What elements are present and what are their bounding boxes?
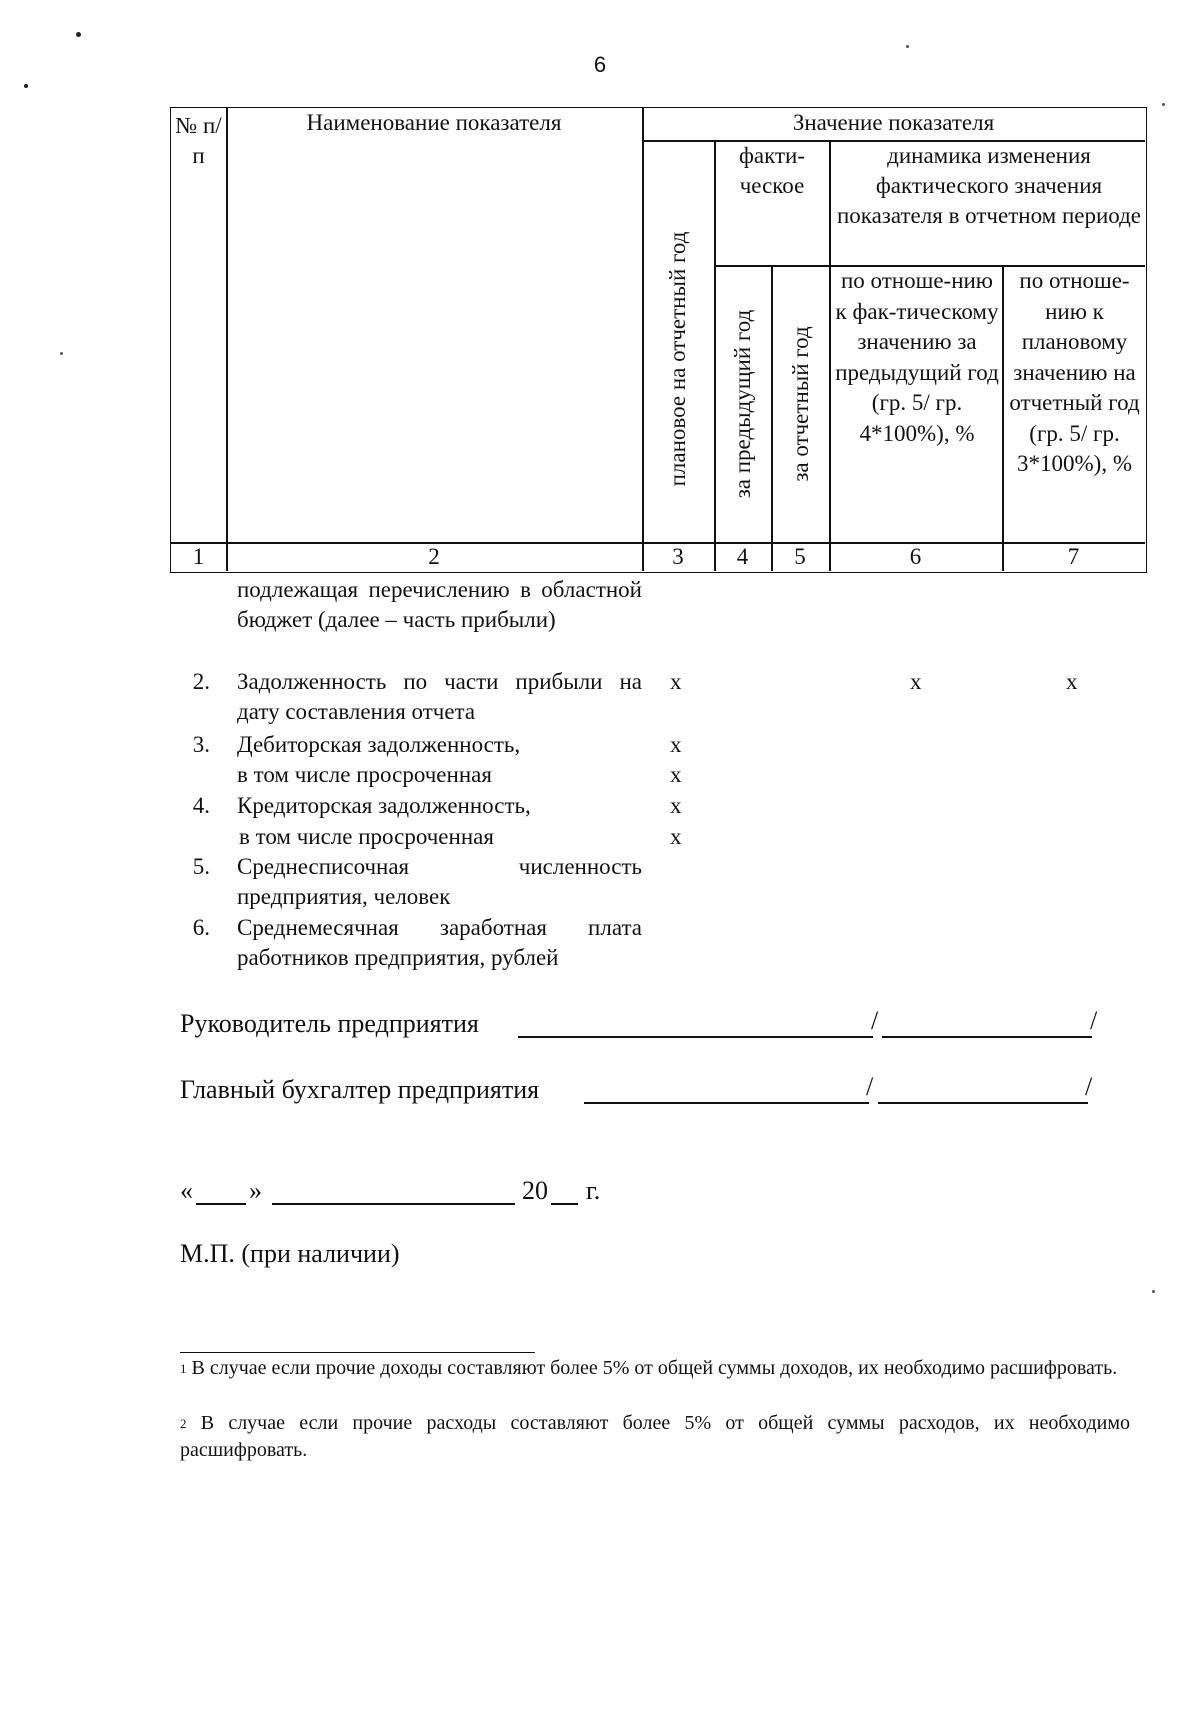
header-planned: плановое на отчетный год [665, 231, 690, 487]
date-year-field[interactable] [551, 1203, 578, 1205]
col-num-7: 7 [1067, 544, 1080, 569]
page-number: 6 [593, 52, 607, 77]
head-slash-2: / [1090, 1006, 1098, 1035]
row-5-number: 5. [192, 854, 210, 879]
date-open-quote: « [180, 1176, 193, 1205]
accountant-signature-field[interactable] [584, 1102, 869, 1104]
scan-speck [1162, 103, 1165, 106]
row-3-mark-col3: х [670, 732, 682, 757]
accountant-label: Главный бухгалтер предприятия [180, 1075, 540, 1104]
date-close-quote: » [249, 1176, 262, 1205]
scan-speck [906, 45, 909, 48]
header-actual-curr: за отчетный год [788, 326, 813, 482]
row-6-number: 6. [192, 915, 210, 940]
date-month-field[interactable] [272, 1203, 515, 1205]
scan-speck [1152, 1290, 1155, 1293]
stamp-label: М.П. (при наличии) [180, 1239, 400, 1268]
row-4-text: Кредиторская задолженность, [237, 793, 531, 818]
table-header [170, 107, 1147, 573]
row-2-text: Задолженность по части прибыли на дату составления отчета [237, 669, 642, 724]
row-3-text: Дебиторская задолженность, [237, 732, 521, 757]
head-slash-1: / [871, 1006, 879, 1035]
row-4a-mark-col3: х [670, 824, 682, 849]
col-num-2: 2 [428, 544, 440, 569]
footnote-separator [180, 1352, 535, 1353]
row-2-mark-col7: х [1066, 669, 1078, 694]
head-label: Руководитель предприятия [180, 1009, 479, 1038]
head-name-field[interactable] [882, 1036, 1092, 1038]
header-actual-prev: за предыдущий год [730, 309, 755, 499]
footnote-2-mark: 2 [180, 1416, 187, 1431]
col-num-6: 6 [909, 544, 922, 569]
row-3-number: 3. [192, 732, 210, 757]
row-4a-text: в том числе просроченная [239, 824, 494, 849]
accountant-slash-2: / [1085, 1072, 1093, 1101]
col-num-5: 5 [794, 544, 806, 569]
header-value-group: Значение показателя [792, 110, 995, 135]
footnote-1-mark: 1 [180, 1361, 187, 1376]
header-num: № п/п [175, 113, 222, 168]
header-dyn-vs-prev: по отноше-нию к фак-тическому значению за предыдущий год (гр. 5/ гр. 4*100%), % [835, 268, 999, 446]
header-dynamics-group: динамика изменения фактического значения показателя в отчетном периоде [836, 143, 1142, 228]
head-signature-field[interactable] [518, 1036, 873, 1038]
row-4-number: 4. [192, 793, 210, 818]
accountant-slash-1: / [866, 1072, 874, 1101]
row-2-mark-col6: х [910, 669, 922, 694]
date-year-suffix: г. [586, 1176, 601, 1205]
row-6-text: Среднемесячная заработная плата работников предприятия, рублей [237, 915, 642, 970]
row-2-mark-col3: х [670, 669, 682, 694]
date-day-field[interactable] [196, 1203, 246, 1205]
col-num-4: 4 [736, 544, 749, 569]
col-num-3: 3 [672, 544, 684, 569]
accountant-name-field[interactable] [878, 1102, 1088, 1104]
scan-speck [60, 352, 63, 355]
col-num-1: 1 [192, 544, 205, 569]
footnote-2 [180, 1410, 1130, 1464]
row-4-mark-col3: х [670, 793, 682, 818]
row-3a-text: в том числе просроченная [237, 762, 492, 787]
header-dyn-vs-plan: по отноше-нию к плановому значению на отчетный год (гр. 5/ гр. 3*100%), % [1009, 268, 1140, 476]
row-3a-mark-col3: х [670, 762, 682, 787]
footnote-1 [180, 1355, 1130, 1382]
row-continuation-text: подлежащая перечислению в областной бюджет (далее – часть прибыли) [237, 577, 642, 632]
header-name: Наименование показателя [306, 110, 562, 135]
row-2-number: 2. [192, 669, 210, 694]
date-year-prefix: 20 [522, 1176, 548, 1205]
row-5-text: Среднесписочная численность предприятия, человек [237, 854, 642, 909]
footnote-2-text: В случае если прочие расходы составляют более 5% от общей суммы расходов, их необходимо расшифровать. [180, 1412, 1131, 1461]
scan-speck [24, 84, 28, 88]
footnote-1-text: В случае если прочие доходы составляют более 5% от общей суммы доходов, их необходимо расшифровать. [191, 1357, 1118, 1379]
scan-speck [76, 32, 81, 37]
header-actual-group: факти-ческое [738, 143, 805, 198]
